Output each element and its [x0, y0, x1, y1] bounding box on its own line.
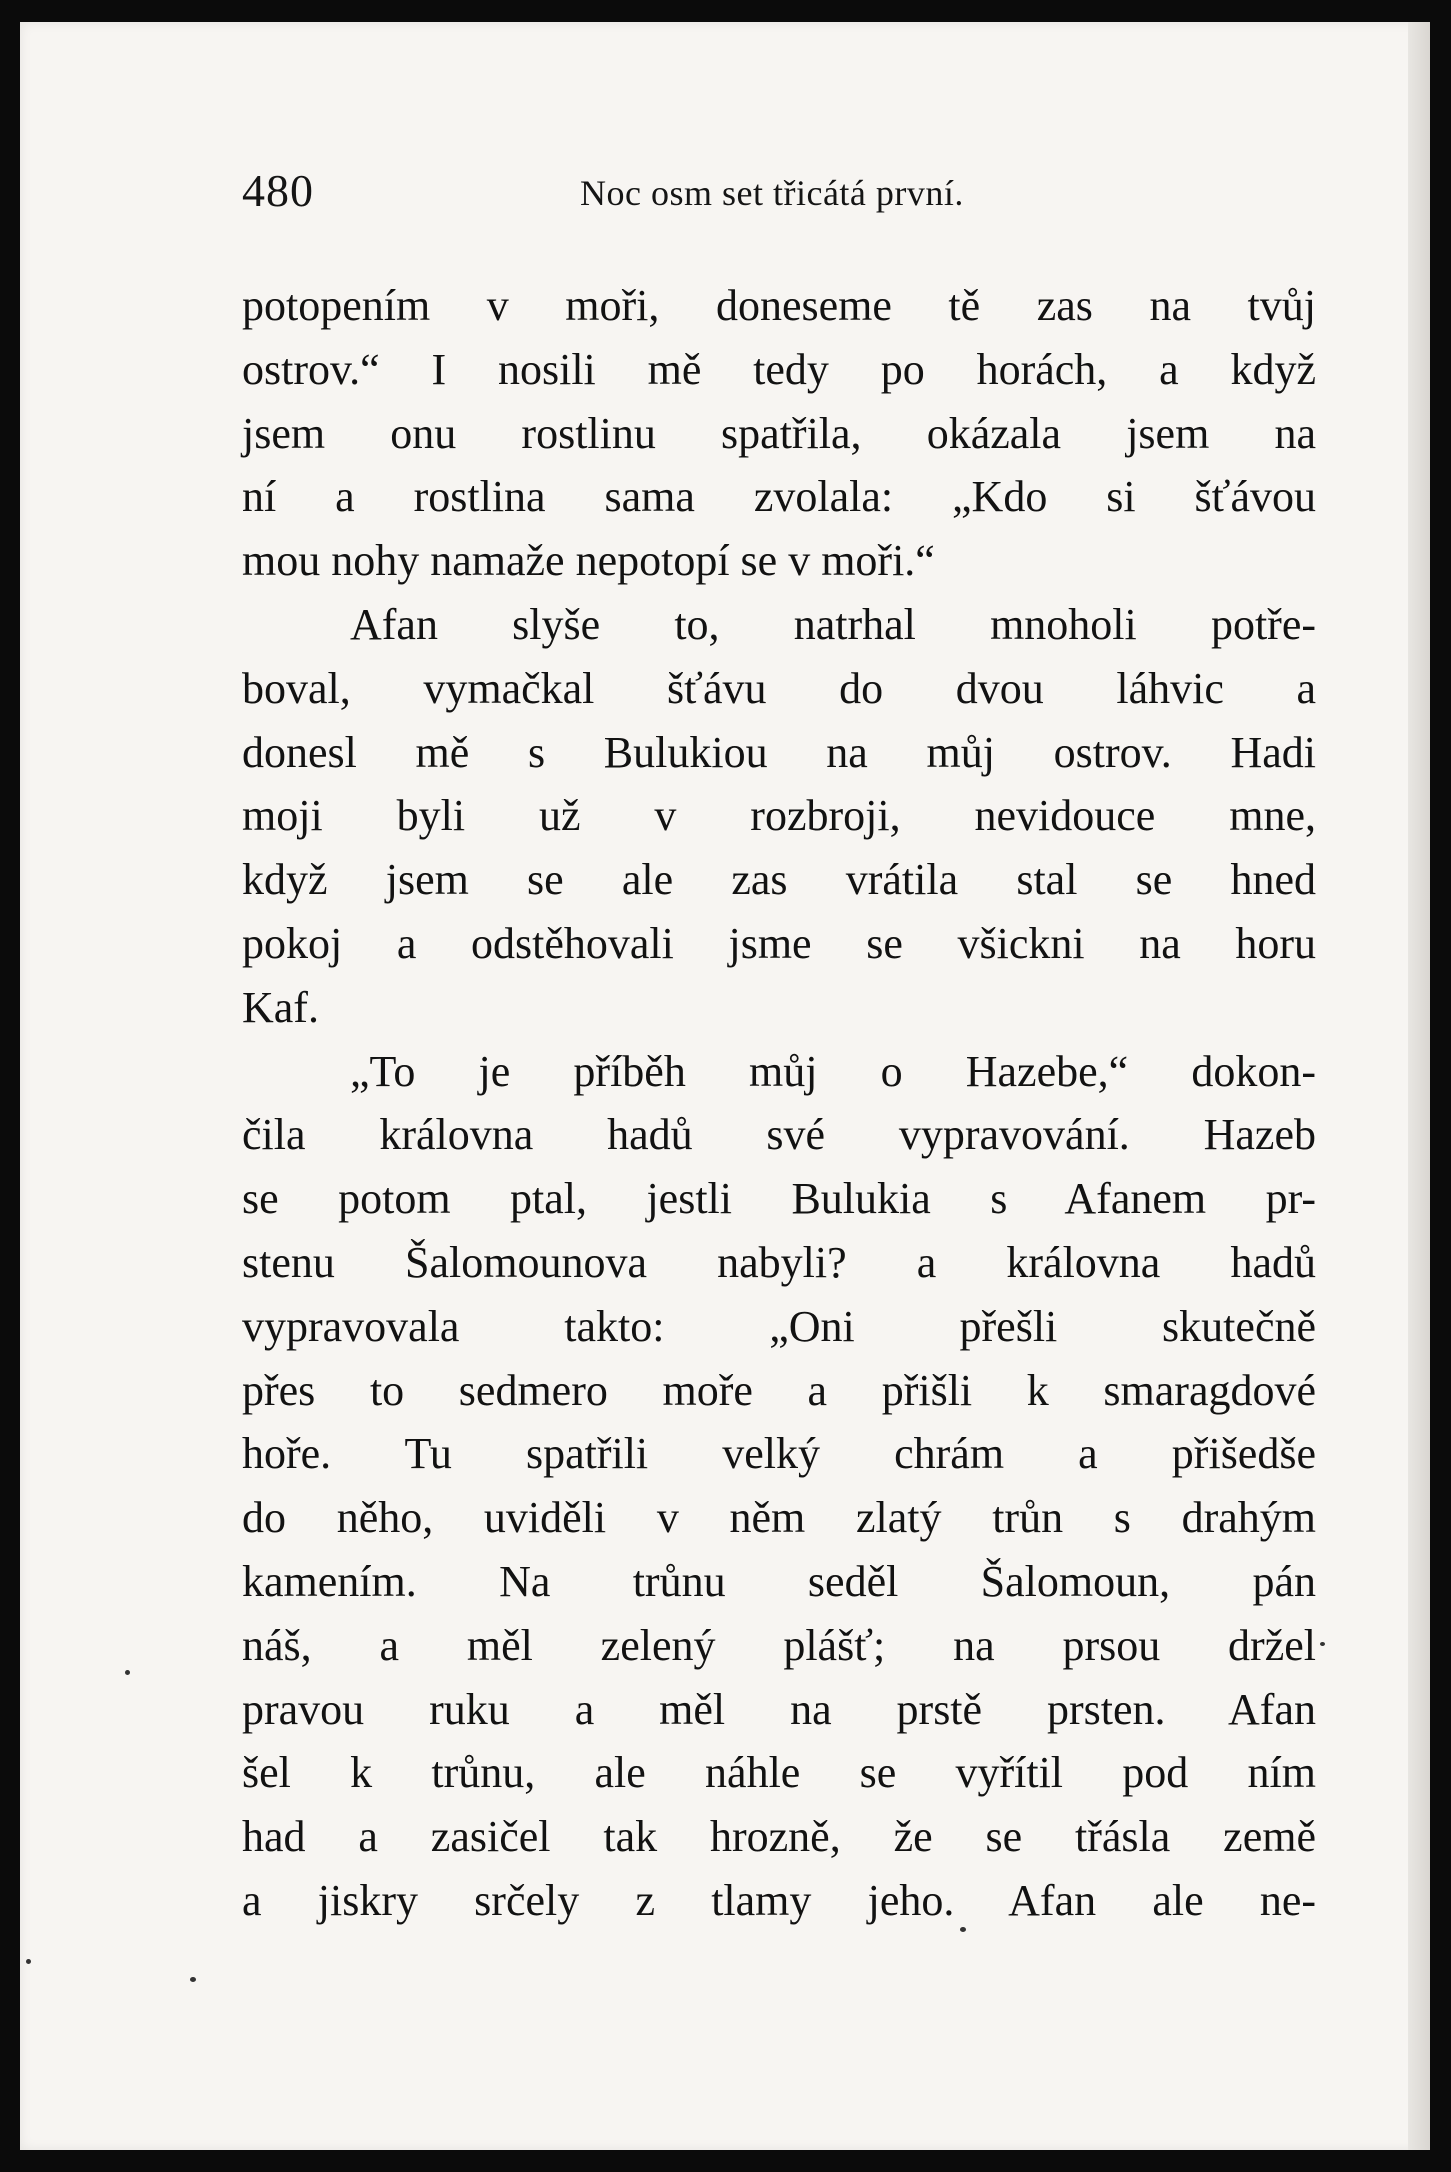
text-line: pokoj a odstěhovali jsme se všickni na horu	[242, 918, 1316, 968]
text-line: ní a rostlina sama zvolala: „Kdo si šťávou	[242, 472, 1316, 522]
text-line: boval, vymačkal šťávu do dvou láhvic a	[242, 663, 1316, 713]
scan-speck	[125, 1670, 130, 1675]
running-head	[242, 164, 1102, 224]
text-line: se potom ptal, jestli Bulukia s Afanem pr-	[242, 1174, 1316, 1224]
text-line: jsem onu rostlinu spatřila, okázala jsem na	[242, 408, 1316, 458]
text-line: stenu Šalomounova nabyli? a královna hadů	[242, 1237, 1316, 1287]
scan-speck	[960, 1927, 966, 1932]
page-number: 480	[242, 165, 314, 216]
text-line: vypravovala takto: „Oni přešli skutečně	[242, 1301, 1316, 1351]
text-line: donesl mě s Bulukiou na můj ostrov. Hadi	[242, 727, 1316, 777]
text-line: kamením. Na trůnu seděl Šalomoun, pán	[242, 1556, 1316, 1606]
text-line: had a zasičel tak hrozně, že se třásla země	[242, 1812, 1316, 1862]
text-line: mou nohy namaže nepotopí se v moři.“	[242, 536, 935, 586]
text-line: šel k trůnu, ale náhle se vyřítil pod ním	[242, 1748, 1316, 1798]
text-line: Afan slyše to, natrhal mnoholi potře-	[350, 599, 1316, 649]
text-line: čila královna hadů své vypravování. Hazeb	[242, 1110, 1316, 1160]
text-line: a jiskry srčely z tlamy jeho. Afan ale ne-	[242, 1875, 1316, 1925]
book-page	[20, 22, 1430, 2150]
text-line: do něho, uviděli v něm zlatý trůn s drahým	[242, 1493, 1316, 1543]
text-line: náš, a měl zelený plášť; na prsou držel	[242, 1620, 1316, 1670]
text-line: když jsem se ale zas vrátila stal se hned	[242, 855, 1316, 905]
page-gutter	[1408, 22, 1430, 2150]
scan-speck	[190, 1977, 196, 1982]
text-line: potopením v moři, doneseme tě zas na tvůj	[242, 281, 1316, 330]
text-line: moji byli už v rozbroji, nevidouce mne,	[242, 791, 1316, 841]
scan-speck	[26, 1959, 31, 1964]
text-line: „To je příběh můj o Hazebe,“ dokon-	[350, 1046, 1316, 1096]
body-text	[242, 274, 1316, 1933]
scan-speck	[1320, 1642, 1325, 1646]
text-line: Kaf.	[242, 982, 319, 1032]
text-line: hoře. Tu spatřili velký chrám a přišedše	[242, 1429, 1316, 1479]
text-line: ostrov.“ I nosili mě tedy po horách, a když	[242, 344, 1316, 394]
text-line: přes to sedmero moře a přišli k smaragdové	[242, 1365, 1316, 1415]
text-line: pravou ruku a měl na prstě prsten. Afan	[242, 1684, 1316, 1734]
running-title: Noc osm set třicátá první.	[580, 173, 964, 213]
